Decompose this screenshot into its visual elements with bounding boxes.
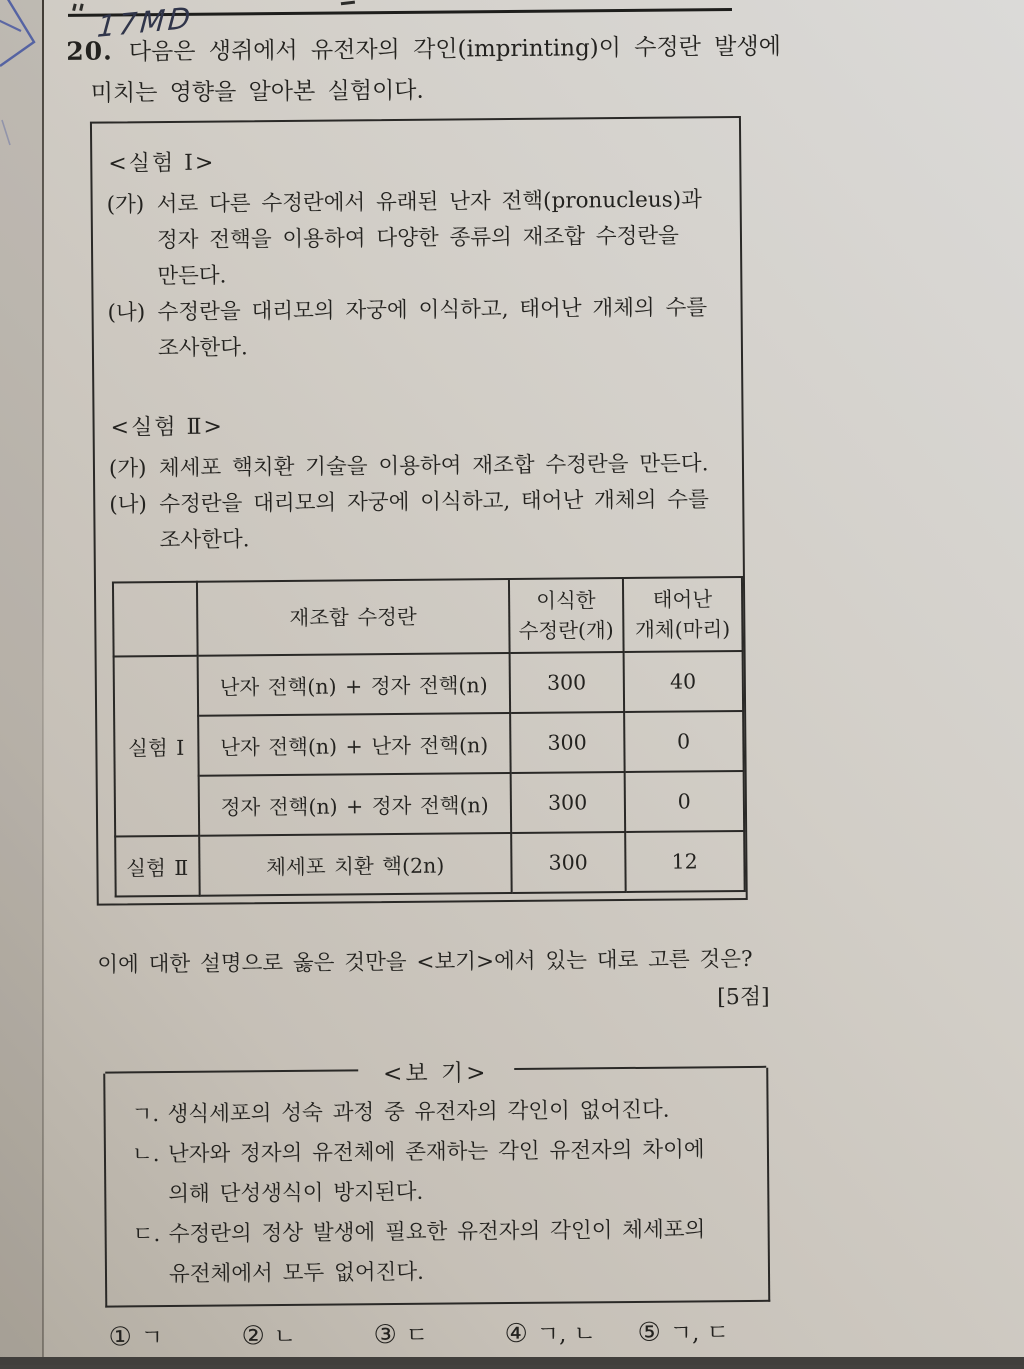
- implanted-cell: 300: [511, 832, 625, 893]
- step-text-line: 조사한다.: [159, 527, 250, 554]
- experiment2-step-na: [109, 482, 743, 560]
- group-exp2: 실험 Ⅱ: [115, 836, 199, 897]
- bogi-item-text: [167, 1091, 669, 1135]
- bogi-item-d: [132, 1210, 768, 1296]
- combo-cell: 정자 전핵(n) + 정자 전핵(n): [198, 773, 511, 836]
- choice-1: [108, 1319, 163, 1352]
- question-line-2: 미치는 영향을 알아본 실험이다.: [90, 77, 424, 107]
- step-label: (가): [108, 456, 147, 482]
- page-edge-fragment: [341, 1, 355, 6]
- combo-cell: 난자 전핵(n) + 난자 전핵(n): [198, 713, 511, 776]
- bogi-item-label: ㄷ.: [132, 1222, 161, 1248]
- choice-4-text: ㄱ, ㄴ: [536, 1321, 597, 1348]
- born-cell: 0: [624, 711, 744, 772]
- bogi-text-line: 수정란의 정상 발생에 필요한 유전자의 각인이 체세포의: [168, 1217, 706, 1248]
- prompt-text: 이에 대한 설명으로 옳은 것만을 <보기>에서 있는 대로 고른 것은?: [97, 946, 753, 978]
- table-row: [115, 771, 744, 836]
- step-text-line: 수정란을 대리모의 자궁에 이식하고, 태어난 개체의 수를: [157, 295, 708, 326]
- experiment1-step-ga: [107, 182, 741, 296]
- choice-4: [504, 1315, 596, 1349]
- step-text-line: 정자 전핵을 이용하여 다양한 종류의 재조합 수정란을: [156, 223, 680, 254]
- group-exp1: 실험 Ⅰ: [114, 656, 199, 837]
- question-text: 다음은 생쥐에서 유전자의 각인(imprinting)이 수정란 발생에: [128, 33, 781, 66]
- bogi-text-line: 의해 단성생식이 방지된다.: [168, 1179, 424, 1208]
- photo-bottom-edge: [0, 1357, 1024, 1365]
- choice-3: [373, 1317, 428, 1350]
- experiment2-title: <실험 Ⅱ>: [110, 414, 225, 441]
- bogi-text-line: 난자와 정자의 유전체에 존재하는 각인 유전자의 차이에: [167, 1137, 705, 1168]
- question-number: 20.: [66, 36, 113, 66]
- table-row: [114, 711, 743, 776]
- implanted-cell: 300: [510, 712, 624, 773]
- implanted-cell: 300: [511, 772, 625, 833]
- handwritten-note: 17MD: [95, 0, 195, 44]
- born-cell: 12: [625, 831, 745, 892]
- experiment1-title: <실험 Ⅰ>: [108, 150, 216, 177]
- experiment-box: [90, 116, 748, 906]
- bogi-item-text: [168, 1130, 705, 1215]
- header-combo: 재조합 수정란: [197, 579, 510, 656]
- header-group: [113, 582, 197, 657]
- step-text-line: 체세포 핵치환 기술을 이용하여 재조합 수정란을 만든다.: [158, 451, 709, 482]
- combo-cell: 체세포 치환 핵(2n): [199, 833, 512, 896]
- table-row: [115, 831, 744, 896]
- header-implanted: 이식한 수정란(개): [509, 578, 623, 653]
- experiment1-step-na: [107, 290, 741, 368]
- bogi-label: <보 기>: [382, 1060, 489, 1088]
- bogi-item-g: [131, 1090, 766, 1136]
- choice-5-text: ㄱ, ㄷ: [669, 1320, 730, 1347]
- step-text: [159, 482, 743, 559]
- choice-2-number: ②: [241, 1321, 265, 1352]
- implanted-cell: 300: [510, 652, 624, 713]
- bogi-box: [103, 1060, 770, 1308]
- step-label: (나): [109, 492, 147, 518]
- choice-2: [241, 1318, 296, 1351]
- table-row: [114, 651, 743, 716]
- bogi-item-text: [168, 1210, 705, 1295]
- bogi-rule-left: [105, 1069, 358, 1073]
- bogi-item-label: ㄱ.: [131, 1102, 160, 1128]
- step-text-line: 서로 다른 수정란에서 유래된 난자 전핵(pronucleus)과: [156, 187, 702, 218]
- combo-cell: 난자 전핵(n) + 정자 전핵(n): [197, 653, 510, 716]
- question-line-1: [66, 28, 781, 67]
- choice-5: [637, 1314, 729, 1348]
- choice-2-text: ㄴ: [273, 1323, 297, 1351]
- step-text: [159, 446, 742, 487]
- born-cell: 0: [624, 771, 744, 832]
- choice-3-text: ㄷ: [405, 1322, 429, 1349]
- score-badge: [5점]: [717, 984, 770, 1011]
- bogi-item-label: ㄴ.: [131, 1142, 160, 1168]
- bogi-text-line: 생식세포의 성숙 과정 중 유전자의 각인이 없어진다.: [167, 1097, 670, 1128]
- bogi-item-n: [132, 1130, 768, 1216]
- page-edge-fragment: [72, 4, 77, 12]
- step-text: [157, 290, 741, 367]
- step-text: [157, 182, 741, 295]
- table-header-row: [113, 577, 743, 656]
- experiment2-step-ga: [109, 446, 742, 488]
- results-table: [112, 576, 746, 897]
- bogi-rule-right: [514, 1066, 767, 1070]
- step-text-line: 만든다.: [157, 263, 227, 290]
- choice-1-number: ①: [108, 1322, 132, 1353]
- step-label: (나): [107, 300, 146, 326]
- choice-3-number: ③: [373, 1320, 397, 1351]
- step-text-line: 수정란을 대리모의 자궁에 이식하고, 태어난 개체의 수를: [159, 487, 709, 518]
- header-born: 태어난 개체(마리): [622, 577, 742, 652]
- choice-5-number: ⑤: [637, 1317, 661, 1348]
- choice-1-text: ㄱ: [140, 1325, 164, 1352]
- choice-4-number: ④: [504, 1318, 528, 1350]
- step-label: (가): [106, 192, 145, 218]
- page-edge-fragment: [79, 3, 84, 11]
- step-text-line: 조사한다.: [157, 335, 248, 362]
- bogi-text-line: 유전체에서 모두 없어진다.: [168, 1259, 425, 1288]
- born-cell: 40: [623, 651, 743, 712]
